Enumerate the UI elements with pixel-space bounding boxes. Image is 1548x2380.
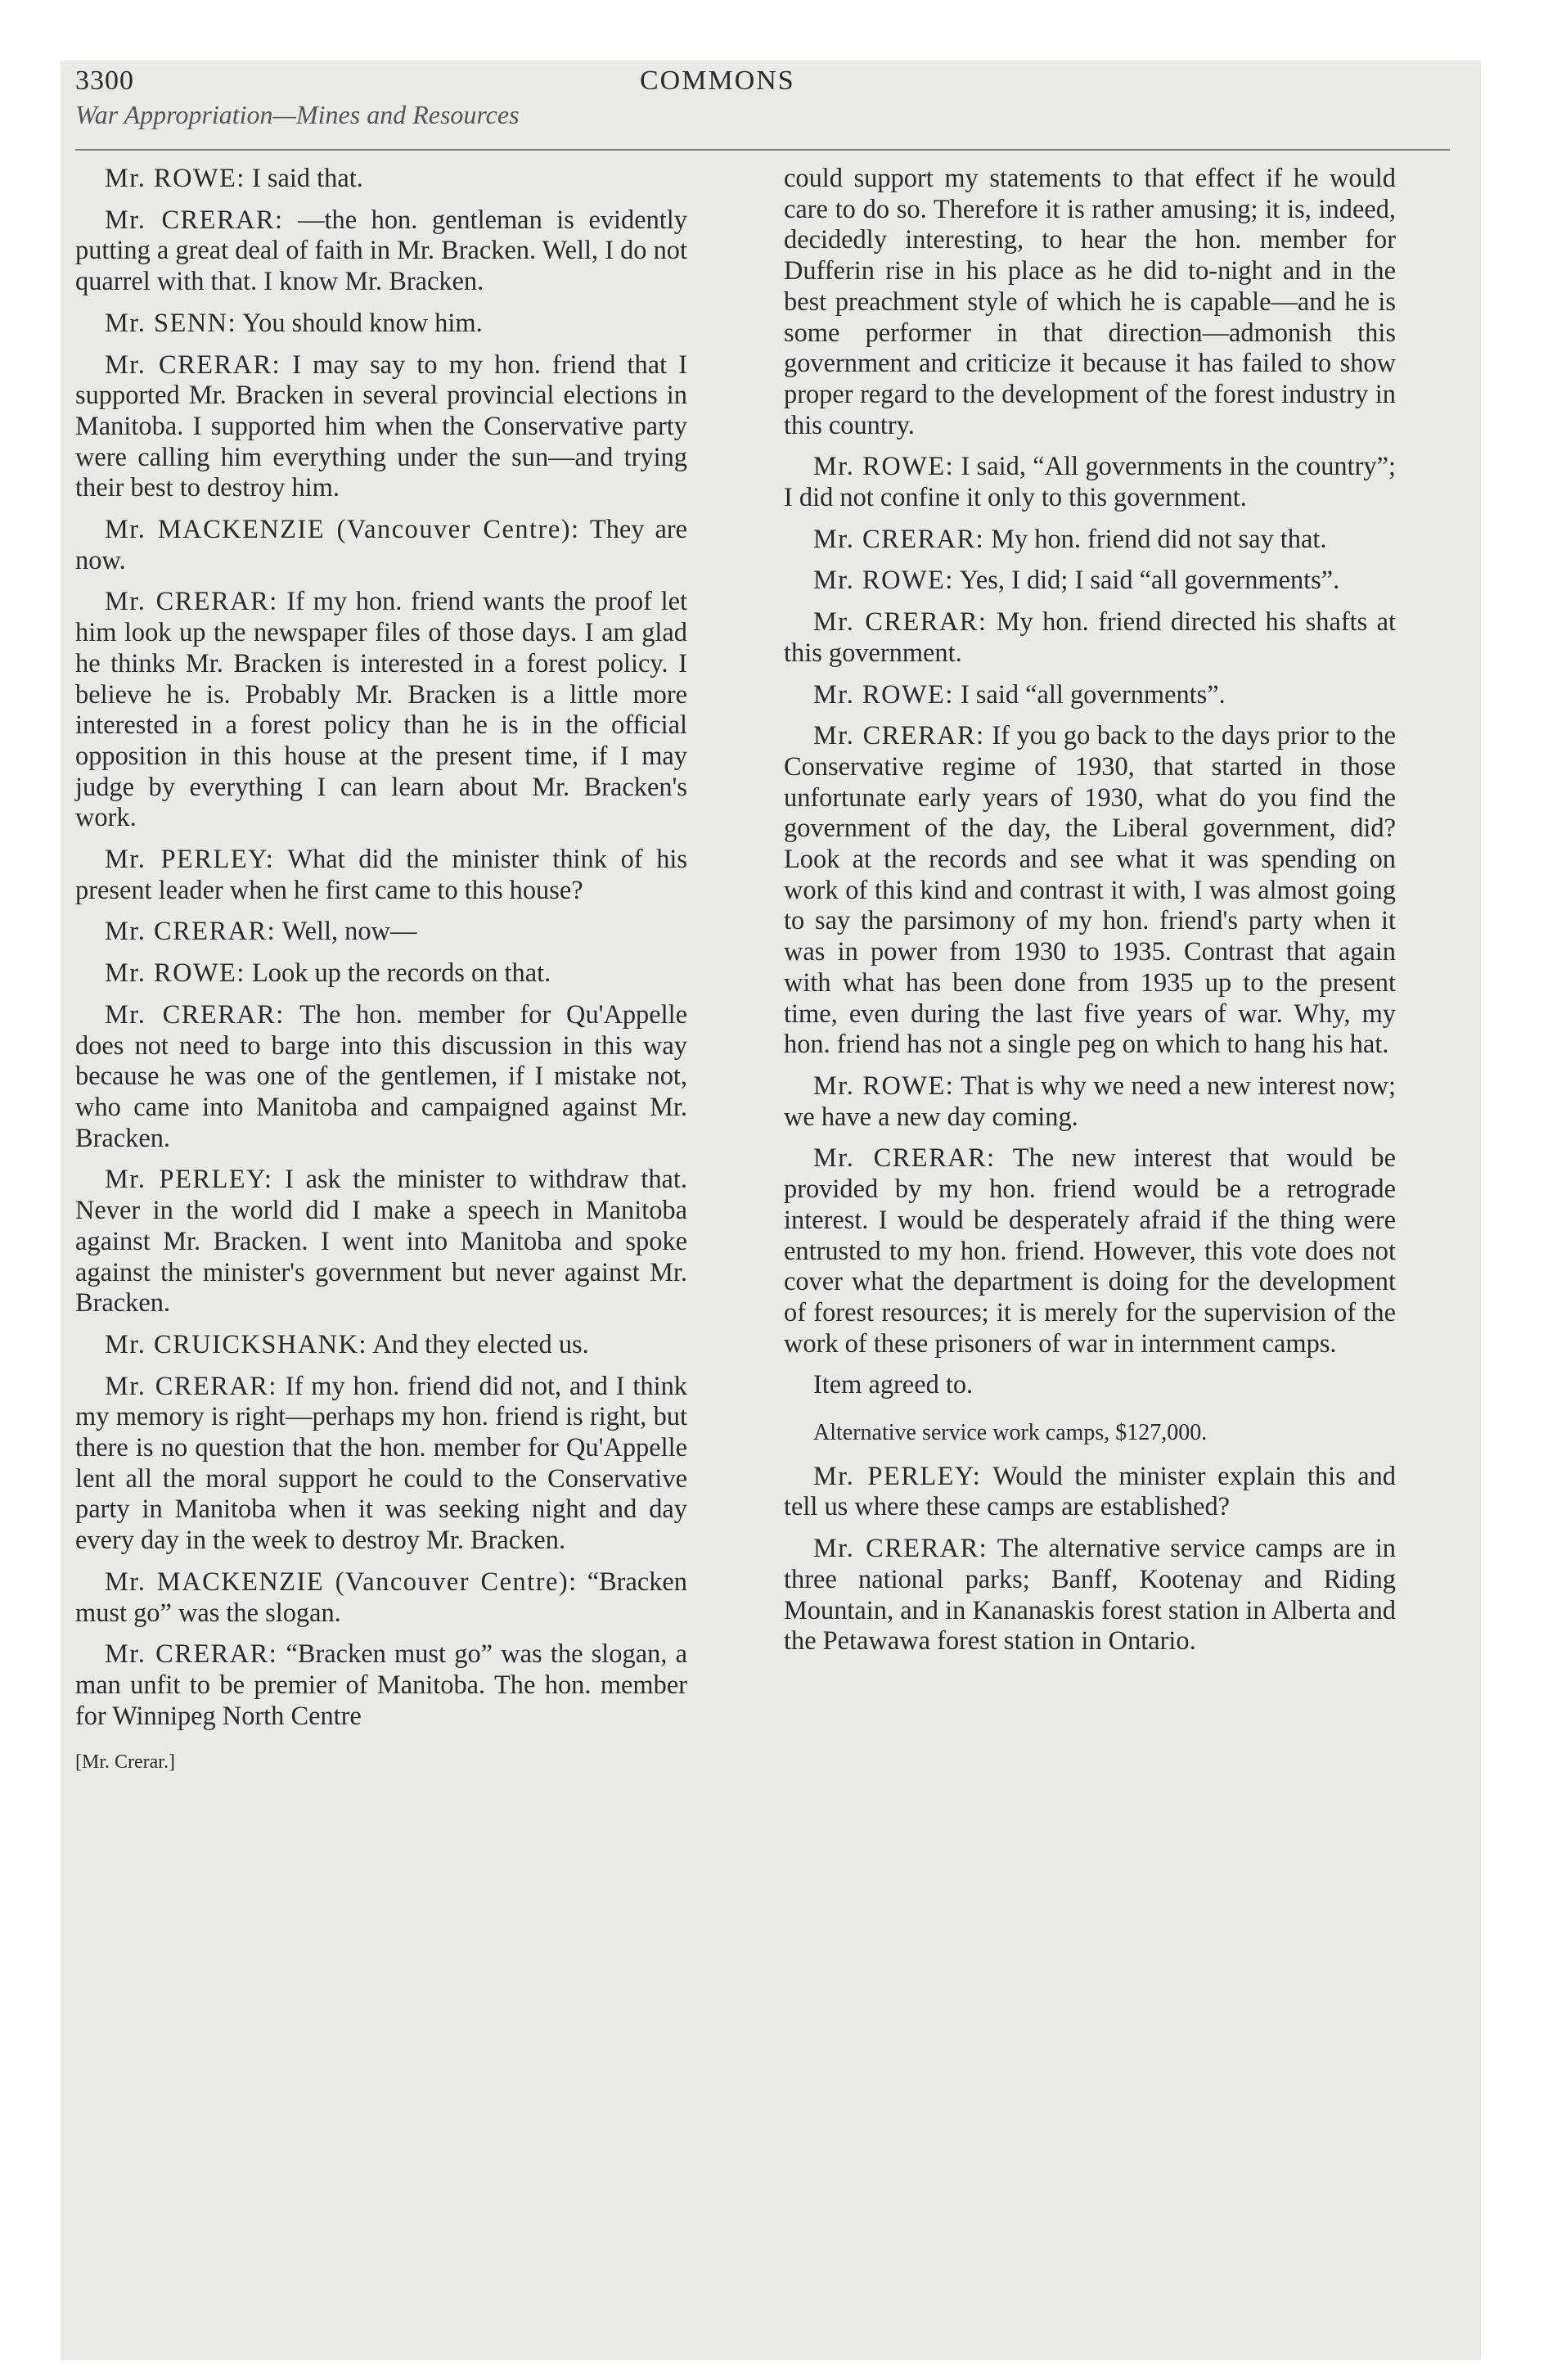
speech-paragraph [784,566,1396,597]
speaker-name: Mr. CRERAR: [813,721,985,751]
speech-paragraph [75,515,687,576]
speaker-name: Mr. CRERAR: [105,205,284,235]
speaker-name: Mr. SENN: [105,308,237,338]
speech-paragraph [784,607,1396,669]
speech-paragraph [784,1071,1396,1133]
speaker-name: Mr. CRERAR: [105,349,281,380]
speech-text: I may say to my hon. friend that I supported Mr. Bracken in several provincial elections in Manitoba. I supported him when the Conservative party were calling him everything under the sun—and trying their best to destroy him. [75,349,687,503]
speech-text: I ask the minister to withdraw that. Never in the world did I make a speech in Manitoba against Mr. Bracken. I went into Manitoba and spoke against the minister's government but never against Mr. Bracken. [75,1165,687,1318]
speaker-name: Mr. CRERAR: [813,607,988,638]
left-column [75,164,687,1785]
speaker-name: Mr. ROWE: [105,164,245,193]
speech-paragraph [75,845,687,906]
speaker-name: Mr. ROWE: [813,679,954,710]
vote-caption: Alternative service work camps, $127,000. [813,1420,1208,1446]
speech-text: The alternative service camps are in three national parks; Banff, Kootenay and Riding Mountain, and in Kananaskis forest station in Alberta and the Petawawa forest station in Ontario. [784,1534,1396,1657]
speech-text: Well, now— [281,917,417,947]
speech-paragraph [75,917,687,948]
speech-text: Look up the records on that. [251,958,551,989]
speech-paragraph [75,1165,687,1319]
speaker-name: Mr. ROWE: [813,566,954,596]
speech-paragraph [784,452,1396,513]
speech-paragraph [75,1000,687,1155]
publication-title: COMMONS [640,65,795,96]
speech-text: The hon. member for Qu'Appelle does not need to barge into this discussion in this way because he was one of the gentlemen, if I mistake not, who came into Manitoba and campaigned against Mr. Bracken. [75,999,688,1153]
speech-paragraph [75,350,687,505]
speech-text: Yes, I did; I said “all governments”. [959,566,1340,596]
speech-paragraph [75,1330,687,1361]
speaker-name: Mr. ROWE: [813,452,955,482]
speech-text: I said, “All governments in the country”; I did not confine it only to this government. [784,452,1396,513]
speaker-name: Mr. CRERAR: [813,524,985,554]
speech-paragraph [75,587,687,834]
right-column [784,164,1396,1668]
item-agreed: Item agreed to. [813,1370,974,1400]
speech-text: —the hon. gentleman is evidently putting a great deal of faith in Mr. Bracken. Well, I do not quarrel with that. I know Mr. Bracken. [75,205,687,297]
speaker-name: Mr. PERLEY: [105,1165,273,1195]
speech-text: That is why we need a new interest now; we have a new day coming. [784,1071,1396,1132]
speech-paragraph [784,680,1396,711]
speech-text: If you go back to the days prior to the Conservative regime of 1930, that started in those unfortunate early years of 1930, what do you find the government of the day, the Liberal government, did? Look at the records and see what it was spending on work of this kind and contrast it with, I was almost going to say the parsimony of my hon. friend's party when it was in power from 1930 to 1935. Contrast that again with what has been done from 1935 up to the present time, even during the last five years of war. Why, my hon. friend has not a single peg on which to hang his hat. [784,721,1396,1060]
speech-text: My hon. friend did not say that. [991,524,1327,554]
speaker-name: Mr. CRERAR: [105,1639,278,1670]
speaker-name: Mr. CRERAR: [813,1143,996,1174]
speech-paragraph [784,1534,1396,1657]
speech-paragraph [75,958,687,989]
speaker-name: Mr. MACKENZIE (Vancouver Centre): [105,1566,578,1597]
speech-text: What did the minister think of his present leader when he first came to this house? [75,845,687,905]
speech-text: “Bracken must go” was the slogan, a man unfit to be premier of Manitoba. The hon. member for Winnipeg North Centre [75,1639,687,1731]
speech-text: “Bracken must go” was the slogan. [75,1566,687,1628]
speech-paragraph [75,1372,687,1557]
speaker-name: Mr. PERLEY: [105,845,275,875]
speech-text: Would the minister explain this and tell us where these camps are established? [784,1461,1397,1522]
page-number: 3300 [75,65,134,96]
speaker-name: Mr. CRUICKSHANK: [105,1329,367,1359]
header-rule [75,149,1450,151]
speech-text: I said that. [251,164,363,193]
speech-paragraph [75,1567,687,1629]
speech-text: And they elected us. [372,1329,589,1359]
speech-paragraph [75,205,687,298]
speech-text: The new interest that would be provided by my hon. friend would be a retrograde interest. I would be desperately afraid if the thing were entrusted to my hon. friend. However, this vote does not cover what the department is doing for the development of forest resources; it is merely for the supervision of the work of these prisoners of war in internment camps. [784,1143,1397,1359]
speaker-name: Mr. ROWE: [105,958,245,989]
speaker-name: Mr. PERLEY: [813,1461,982,1491]
speech-text: If my hon. friend wants the proof let him look up the newspaper files of those days. I am glad he thinks Mr. Bracken is interested in a forest policy. I believe he is. Probably Mr. Bracken is a little more interested in a forest policy than he is in the official opposition in this house at the present time, if I may judge by everything I can learn about Mr. Bracken's work. [75,587,688,833]
speech-text: If my hon. friend did not, and I think my memory is right—perhaps my hon. friend is right, but there is no question that the hon. member for Qu'Appelle lent all the moral support he could to the Conservative party in Manitoba when it was seeking night and day every day in the week to destroy Mr. Bracken. [75,1371,687,1556]
speech-paragraph [75,1639,687,1732]
speaker-attribution: [Mr. Crerar.] [75,1751,175,1774]
speech-paragraph [75,309,687,340]
speaker-name: Mr. CRERAR: [105,1371,277,1401]
speaker-name: Mr. CRERAR: [105,587,278,617]
speaker-name: Mr. CRERAR: [813,1534,988,1564]
speech-text: They are now. [75,515,687,575]
speech-paragraph [784,1143,1396,1359]
speech-paragraph [784,1462,1396,1523]
speech-paragraph [75,164,687,195]
continued-paragraph: could support my statements to that effect if he would care to do so. Therefore it is rather amusing; it is, indeed, decidedly interesting, to hear the hon. member for Dufferin rise in his place as he did to-night and in the best preachment style of which he is capable—and he is some performer in that direction—admonish this government and criticize it because it has failed to show proper regard to the development of the forest industry in this country. [784,164,1396,440]
speech-text: I said “all governments”. [960,679,1226,710]
speech-paragraph [784,525,1396,556]
speaker-name: Mr. CRERAR: [105,917,277,947]
running-head: War Appropriation—Mines and Resources [75,100,520,129]
speech-text: My hon. friend directed his shafts at this government. [784,607,1396,668]
speaker-name: Mr. CRERAR: [105,999,285,1030]
speech-text: You should know him. [241,308,483,338]
speaker-name: Mr. ROWE: [813,1071,955,1101]
speaker-name: Mr. MACKENZIE (Vancouver Centre): [105,515,580,545]
speech-paragraph [784,721,1396,1061]
